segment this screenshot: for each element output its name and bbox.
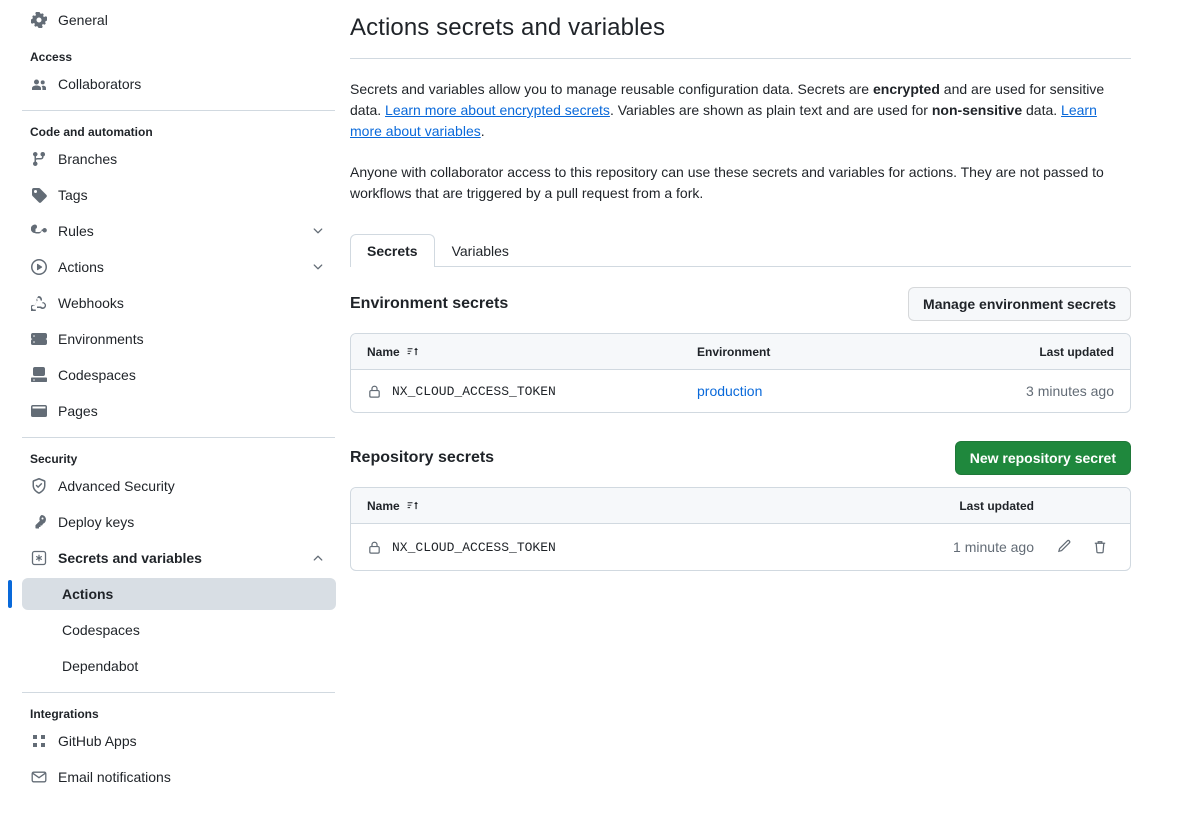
sidebar-item-label: Secrets and variables	[58, 550, 202, 566]
column-header-name[interactable]	[367, 345, 697, 359]
sidebar-item-label: Codespaces	[62, 622, 140, 638]
tab-variables[interactable]: Variables	[451, 243, 509, 259]
sidebar-item-general[interactable]	[22, 4, 336, 36]
intro-paragraph-1	[350, 79, 1131, 142]
link-encrypted-secrets[interactable]: Learn more about encrypted secrets	[385, 102, 610, 118]
new-repository-secret-button[interactable]: New repository secret	[955, 441, 1131, 475]
environment-cell	[697, 383, 1026, 399]
intro-text-e: .	[480, 123, 485, 139]
sidebar-divider	[22, 437, 335, 438]
sidebar-item-secrets-and-variables[interactable]	[22, 542, 336, 574]
sidebar-item-label: Advanced Security	[58, 478, 175, 494]
column-header-environment: Environment	[697, 344, 771, 359]
sidebar-item-pages[interactable]	[22, 395, 336, 427]
page-title: Actions secrets and variables	[350, 14, 1131, 59]
tab-secrets[interactable]: Secrets	[350, 234, 435, 267]
sidebar-item-tags[interactable]	[22, 179, 336, 211]
secret-name: NX_CLOUD_ACCESS_TOKEN	[392, 383, 556, 399]
secret-name: NX_CLOUD_ACCESS_TOKEN	[392, 539, 556, 555]
settings-sidebar	[0, 0, 336, 837]
intro-bold-non-sensitive: non-sensitive	[931, 102, 1023, 118]
column-header-last-updated: Last updated	[959, 498, 1034, 513]
trash-icon[interactable]	[1086, 533, 1114, 561]
sidebar-section-code-and-automation: Code and automation	[30, 125, 153, 139]
sort-icon[interactable]	[406, 499, 419, 512]
environment-secrets-table	[350, 333, 1131, 413]
sidebar-nav-list	[22, 4, 336, 793]
tag-icon	[30, 186, 48, 204]
column-header-last-updated: Last updated	[1039, 344, 1114, 359]
sidebar-section-security: Security	[30, 452, 78, 466]
sidebar-item-email-notifications[interactable]	[22, 761, 336, 793]
sidebar-item-github-apps[interactable]	[22, 725, 336, 757]
gear-icon	[30, 11, 48, 29]
link-variables[interactable]: Learn more about variables	[350, 102, 1097, 139]
sidebar-item-label: Actions	[58, 259, 104, 275]
sidebar-item-label: Collaborators	[58, 76, 142, 92]
last-updated-cell: 1 minute ago	[953, 539, 1034, 555]
sidebar-subitem-codespaces[interactable]	[22, 614, 336, 646]
table-header-row	[351, 488, 1130, 524]
shield-check-icon	[30, 477, 48, 495]
branch-icon	[30, 150, 48, 168]
sort-icon[interactable]	[406, 345, 419, 358]
last-updated-cell: 3 minutes ago	[1026, 383, 1114, 399]
table-header-row	[351, 334, 1130, 370]
manage-environment-secrets-button[interactable]: Manage environment secrets	[908, 287, 1131, 321]
sidebar-item-label: Dependabot	[62, 658, 139, 674]
repository-secrets-title: Repository secrets	[350, 449, 495, 466]
environment-secrets-header	[350, 287, 1131, 321]
repository-secrets-table	[350, 487, 1131, 571]
sidebar-item-label: General	[58, 12, 108, 28]
sidebar-item-label: Email notifications	[58, 769, 171, 785]
key-icon	[30, 513, 48, 531]
main-content	[336, 0, 1177, 837]
browser-icon	[30, 402, 48, 420]
intro-text-c: . Variables are shown as plain text and are used for	[609, 102, 932, 118]
sidebar-section-access: Access	[30, 50, 73, 64]
webhook-icon	[30, 294, 48, 312]
secret-name-cell	[367, 540, 874, 555]
apps-icon	[30, 732, 48, 750]
codespaces-icon	[30, 366, 48, 384]
sidebar-item-label: Deploy keys	[58, 514, 135, 530]
sidebar-item-label: Branches	[58, 151, 118, 167]
sidebar-item-label: Actions	[62, 586, 114, 602]
secrets-variables-tabs	[350, 234, 1131, 267]
sidebar-item-label: Rules	[58, 223, 94, 239]
sidebar-subitem-dependabot[interactable]	[22, 650, 336, 682]
sidebar-divider	[22, 110, 335, 111]
people-icon	[30, 75, 48, 93]
environment-link[interactable]: production	[697, 383, 763, 399]
lock-icon	[367, 540, 382, 555]
sidebar-item-branches[interactable]	[22, 143, 336, 175]
lock-icon	[367, 384, 382, 399]
sidebar-item-label: Codespaces	[58, 367, 136, 383]
repository-secrets-header	[350, 441, 1131, 475]
mail-icon	[30, 768, 48, 786]
sidebar-item-rules[interactable]	[22, 215, 336, 247]
sidebar-divider	[22, 692, 335, 693]
sidebar-item-label: Webhooks	[58, 295, 124, 311]
sidebar-item-label: GitHub Apps	[58, 733, 137, 749]
chevron-down-icon[interactable]	[310, 259, 326, 275]
intro-text-a: Secrets and variables allow you to manage reusable configuration data. Secrets are	[350, 81, 873, 97]
sidebar-item-advanced-security[interactable]	[22, 470, 336, 502]
rules-icon	[30, 222, 48, 240]
sidebar-item-label: Pages	[58, 403, 98, 419]
environment-secrets-title: Environment secrets	[350, 295, 509, 312]
intro-bold-encrypted: encrypted	[872, 81, 940, 97]
column-header-name-label: Name	[367, 344, 400, 359]
table-row	[351, 524, 1130, 570]
server-icon	[30, 330, 48, 348]
sidebar-item-environments[interactable]	[22, 323, 336, 355]
secret-name-cell	[367, 384, 697, 399]
sidebar-item-codespaces[interactable]	[22, 359, 336, 391]
intro-text-b: and are used for sensitive data.	[350, 81, 1105, 118]
play-icon	[30, 258, 48, 276]
sidebar-item-label: Tags	[58, 187, 88, 203]
chevron-down-icon[interactable]	[310, 223, 326, 239]
sidebar-item-webhooks[interactable]	[22, 287, 336, 319]
column-header-name[interactable]	[367, 499, 874, 513]
sidebar-item-label: Environments	[58, 331, 144, 347]
intro-paragraph-2: Anyone with collaborator access to this repository can use these secrets and variables for actions. They are not passed to workflows that are triggered by a pull request from a fork.	[350, 164, 1104, 201]
sidebar-item-actions[interactable]	[22, 251, 336, 283]
pencil-icon[interactable]	[1050, 533, 1078, 561]
sidebar-subitem-actions[interactable]	[22, 578, 336, 610]
chevron-up-icon[interactable]	[310, 550, 326, 566]
row-actions	[1034, 533, 1114, 561]
sidebar-item-collaborators[interactable]	[22, 68, 336, 100]
column-header-name-label: Name	[367, 498, 400, 513]
asterisk-icon	[30, 549, 48, 567]
table-row	[351, 370, 1130, 412]
intro-text-d: data.	[1022, 102, 1062, 118]
sidebar-item-deploy-keys[interactable]	[22, 506, 336, 538]
sidebar-section-integrations: Integrations	[30, 707, 99, 721]
